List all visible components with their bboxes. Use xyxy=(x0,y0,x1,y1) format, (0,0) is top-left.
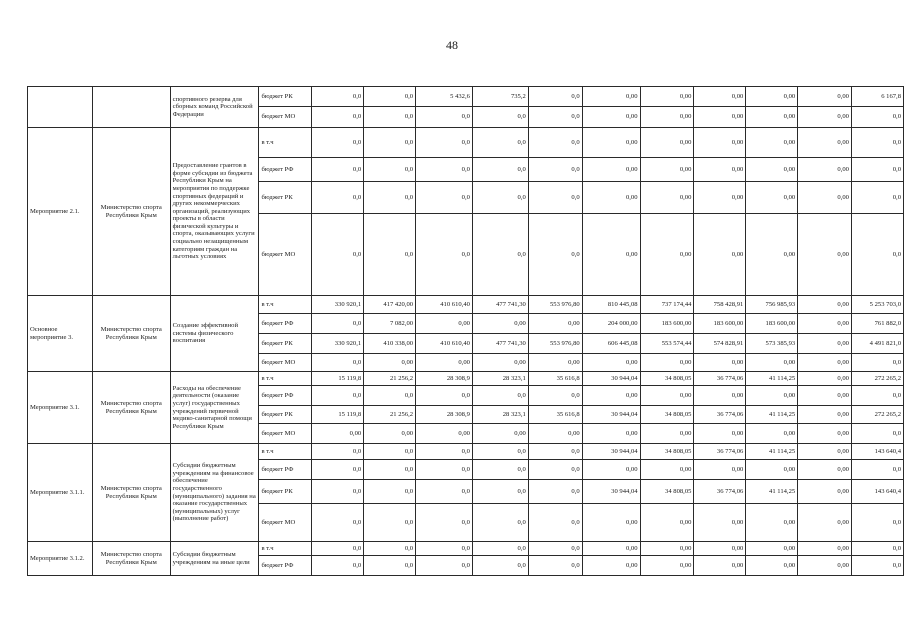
value-cell: 34 808,05 xyxy=(640,406,694,424)
value-cell: 0,0 xyxy=(364,214,416,296)
value-cell: 0,00 xyxy=(640,424,694,444)
value-cell: 0,0 xyxy=(364,386,416,406)
funding-source-cell: бюджет РК xyxy=(259,334,312,354)
value-cell: 21 256,2 xyxy=(364,372,416,386)
value-cell: 36 774,06 xyxy=(694,372,746,386)
funding-source-cell: в т.ч xyxy=(259,372,312,386)
value-cell: 0,00 xyxy=(528,424,582,444)
value-cell: 0,00 xyxy=(416,314,473,334)
funding-source-cell: бюджет РК xyxy=(259,182,312,214)
measure-name-cell: Мероприятие 3.1. xyxy=(28,372,93,444)
value-cell: 0,00 xyxy=(640,182,694,214)
funding-source-cell: бюджет МО xyxy=(259,354,312,372)
value-cell: 0,00 xyxy=(694,214,746,296)
value-cell: 4 491 821,0 xyxy=(851,334,903,354)
value-cell: 0,00 xyxy=(694,542,746,556)
value-cell: 573 385,93 xyxy=(746,334,798,354)
value-cell: 0,00 xyxy=(798,386,852,406)
value-cell: 0,00 xyxy=(640,386,694,406)
value-cell: 7 082,00 xyxy=(364,314,416,334)
measure-name-cell xyxy=(28,87,93,128)
value-cell: 0,00 xyxy=(798,444,852,460)
value-cell: 0,0 xyxy=(364,444,416,460)
value-cell: 0,0 xyxy=(472,542,528,556)
value-cell: 0,00 xyxy=(798,107,852,128)
value-cell: 0,00 xyxy=(746,107,798,128)
value-cell: 410 610,40 xyxy=(416,296,473,314)
value-cell: 30 944,04 xyxy=(582,372,640,386)
executor-cell: Министерство спорта Республики Крым xyxy=(92,296,170,372)
value-cell: 0,0 xyxy=(528,87,582,107)
value-cell: 0,00 xyxy=(798,87,852,107)
value-cell: 272 265,2 xyxy=(851,406,903,424)
value-cell: 0,0 xyxy=(472,182,528,214)
value-cell: 0,00 xyxy=(582,556,640,576)
table-row xyxy=(28,542,904,556)
value-cell: 0,0 xyxy=(312,542,364,556)
funding-source-cell: бюджет РФ xyxy=(259,386,312,406)
description-cell: Субсидии бюджетным учреждениям на финансовое обеспечение государственного (муниципального) задания на оказание государственных (муниципальных) услуг (выполнение работ) xyxy=(170,444,259,542)
funding-source-cell: бюджет РФ xyxy=(259,314,312,334)
value-cell: 0,00 xyxy=(746,504,798,542)
value-cell: 417 420,00 xyxy=(364,296,416,314)
value-cell: 0,0 xyxy=(364,480,416,504)
value-cell: 0,0 xyxy=(528,158,582,182)
value-cell: 0,00 xyxy=(582,158,640,182)
value-cell: 0,00 xyxy=(746,87,798,107)
value-cell: 0,00 xyxy=(746,542,798,556)
value-cell: 0,00 xyxy=(640,460,694,480)
executor-cell: Министерство спорта Республики Крым xyxy=(92,542,170,576)
value-cell: 0,00 xyxy=(472,314,528,334)
value-cell: 0,00 xyxy=(798,504,852,542)
value-cell: 0,0 xyxy=(472,386,528,406)
value-cell: 0,00 xyxy=(798,214,852,296)
value-cell: 28 308,9 xyxy=(416,372,473,386)
value-cell: 0,0 xyxy=(416,480,473,504)
value-cell: 0,0 xyxy=(851,128,903,158)
value-cell: 34 808,05 xyxy=(640,480,694,504)
value-cell: 0,00 xyxy=(582,460,640,480)
executor-cell xyxy=(92,87,170,128)
value-cell: 0,0 xyxy=(851,504,903,542)
value-cell: 0,0 xyxy=(312,128,364,158)
value-cell: 0,00 xyxy=(746,354,798,372)
table-row xyxy=(28,128,904,158)
value-cell: 0,00 xyxy=(582,87,640,107)
value-cell: 0,00 xyxy=(746,460,798,480)
value-cell: 0,00 xyxy=(746,128,798,158)
value-cell: 737 174,44 xyxy=(640,296,694,314)
value-cell: 0,0 xyxy=(364,460,416,480)
value-cell: 810 445,08 xyxy=(582,296,640,314)
funding-source-cell: бюджет РК xyxy=(259,87,312,107)
value-cell: 0,0 xyxy=(528,556,582,576)
value-cell: 0,00 xyxy=(798,542,852,556)
value-cell: 183 600,00 xyxy=(746,314,798,334)
value-cell: 0,00 xyxy=(798,158,852,182)
value-cell: 0,00 xyxy=(746,424,798,444)
value-cell: 0,0 xyxy=(851,556,903,576)
funding-source-cell: в т.ч xyxy=(259,128,312,158)
funding-source-cell: в т.ч xyxy=(259,296,312,314)
value-cell: 0,00 xyxy=(694,556,746,576)
value-cell: 0,00 xyxy=(746,158,798,182)
value-cell: 28 323,1 xyxy=(472,406,528,424)
funding-source-cell: бюджет МО xyxy=(259,504,312,542)
value-cell: 0,0 xyxy=(851,214,903,296)
value-cell: 0,00 xyxy=(640,556,694,576)
value-cell: 0,0 xyxy=(851,460,903,480)
value-cell: 761 882,0 xyxy=(851,314,903,334)
value-cell: 0,00 xyxy=(694,128,746,158)
value-cell: 0,0 xyxy=(528,444,582,460)
value-cell: 143 640,4 xyxy=(851,444,903,460)
value-cell: 41 114,25 xyxy=(746,406,798,424)
value-cell: 0,00 xyxy=(640,87,694,107)
value-cell: 0,0 xyxy=(416,158,473,182)
description-cell: спортивного резерва для сборных команд Российской Федерации xyxy=(170,87,259,128)
value-cell: 34 808,05 xyxy=(640,372,694,386)
value-cell: 0,0 xyxy=(528,460,582,480)
value-cell: 606 445,08 xyxy=(582,334,640,354)
value-cell: 0,00 xyxy=(694,386,746,406)
funding-source-cell: бюджет МО xyxy=(259,214,312,296)
value-cell: 553 976,80 xyxy=(528,334,582,354)
value-cell: 0,00 xyxy=(582,504,640,542)
value-cell: 0,00 xyxy=(746,386,798,406)
value-cell: 0,0 xyxy=(312,504,364,542)
value-cell: 21 256,2 xyxy=(364,406,416,424)
value-cell: 0,00 xyxy=(746,214,798,296)
value-cell: 0,0 xyxy=(416,214,473,296)
value-cell: 553 574,44 xyxy=(640,334,694,354)
value-cell: 0,0 xyxy=(472,158,528,182)
value-cell: 0,0 xyxy=(364,182,416,214)
value-cell: 0,00 xyxy=(582,107,640,128)
funding-source-cell: бюджет РФ xyxy=(259,460,312,480)
value-cell: 5 253 703,0 xyxy=(851,296,903,314)
value-cell: 34 808,05 xyxy=(640,444,694,460)
executor-cell: Министерство спорта Республики Крым xyxy=(92,128,170,296)
value-cell: 36 774,06 xyxy=(694,480,746,504)
value-cell: 30 944,04 xyxy=(582,480,640,504)
value-cell: 0,00 xyxy=(640,107,694,128)
value-cell: 0,00 xyxy=(694,460,746,480)
value-cell: 0,00 xyxy=(582,386,640,406)
funding-source-cell: бюджет МО xyxy=(259,424,312,444)
value-cell: 0,0 xyxy=(851,386,903,406)
value-cell: 0,0 xyxy=(528,542,582,556)
value-cell: 0,00 xyxy=(798,556,852,576)
value-cell: 0,00 xyxy=(640,504,694,542)
value-cell: 0,0 xyxy=(312,158,364,182)
value-cell: 0,00 xyxy=(582,542,640,556)
funding-source-cell: бюджет МО xyxy=(259,107,312,128)
value-cell: 143 640,4 xyxy=(851,480,903,504)
value-cell: 35 616,8 xyxy=(528,372,582,386)
value-cell: 0,00 xyxy=(798,406,852,424)
value-cell: 0,0 xyxy=(851,158,903,182)
value-cell: 0,00 xyxy=(640,128,694,158)
value-cell: 0,0 xyxy=(312,386,364,406)
value-cell: 0,0 xyxy=(416,504,473,542)
value-cell: 0,0 xyxy=(472,214,528,296)
value-cell: 0,00 xyxy=(582,214,640,296)
value-cell: 0,00 xyxy=(798,182,852,214)
value-cell: 0,0 xyxy=(851,542,903,556)
value-cell: 6 167,8 xyxy=(851,87,903,107)
value-cell: 477 741,30 xyxy=(472,296,528,314)
value-cell: 35 616,8 xyxy=(528,406,582,424)
value-cell: 0,0 xyxy=(364,504,416,542)
value-cell: 30 944,04 xyxy=(582,406,640,424)
value-cell: 0,0 xyxy=(472,460,528,480)
value-cell: 0,00 xyxy=(798,354,852,372)
value-cell: 0,00 xyxy=(640,214,694,296)
value-cell: 183 600,00 xyxy=(694,314,746,334)
table-row xyxy=(28,372,904,386)
funding-source-cell: бюджет РК xyxy=(259,406,312,424)
measure-name-cell: Основное мероприятие 3. xyxy=(28,296,93,372)
funding-source-cell: в т.ч xyxy=(259,444,312,460)
value-cell: 0,00 xyxy=(746,556,798,576)
value-cell: 0,00 xyxy=(694,424,746,444)
value-cell: 0,00 xyxy=(798,460,852,480)
value-cell: 0,00 xyxy=(798,314,852,334)
value-cell: 0,0 xyxy=(472,444,528,460)
value-cell: 0,0 xyxy=(472,107,528,128)
value-cell: 0,0 xyxy=(472,128,528,158)
value-cell: 41 114,25 xyxy=(746,372,798,386)
description-cell: Субсидии бюджетным учреждениям на иные цели xyxy=(170,542,259,576)
measure-name-cell: Мероприятие 2.1. xyxy=(28,128,93,296)
value-cell: 0,00 xyxy=(694,87,746,107)
value-cell: 0,00 xyxy=(528,354,582,372)
value-cell: 0,0 xyxy=(416,107,473,128)
value-cell: 36 774,06 xyxy=(694,406,746,424)
value-cell: 0,00 xyxy=(640,158,694,182)
value-cell: 0,0 xyxy=(364,128,416,158)
value-cell: 330 920,1 xyxy=(312,296,364,314)
value-cell: 0,0 xyxy=(364,87,416,107)
value-cell: 0,0 xyxy=(312,556,364,576)
value-cell: 15 119,8 xyxy=(312,372,364,386)
value-cell: 28 308,9 xyxy=(416,406,473,424)
value-cell: 0,00 xyxy=(582,128,640,158)
value-cell: 0,00 xyxy=(472,354,528,372)
value-cell: 0,0 xyxy=(528,128,582,158)
budget-table xyxy=(27,86,904,576)
value-cell: 0,0 xyxy=(851,354,903,372)
measure-name-cell: Мероприятие 3.1.1. xyxy=(28,444,93,542)
value-cell: 41 114,25 xyxy=(746,480,798,504)
value-cell: 0,0 xyxy=(528,214,582,296)
value-cell: 0,0 xyxy=(312,354,364,372)
value-cell: 183 600,00 xyxy=(640,314,694,334)
value-cell: 5 432,6 xyxy=(416,87,473,107)
value-cell: 0,00 xyxy=(416,354,473,372)
value-cell: 735,2 xyxy=(472,87,528,107)
measure-name-cell: Мероприятие 3.1.2. xyxy=(28,542,93,576)
value-cell: 272 265,2 xyxy=(851,372,903,386)
value-cell: 0,00 xyxy=(694,107,746,128)
value-cell: 0,0 xyxy=(528,386,582,406)
value-cell: 0,0 xyxy=(364,107,416,128)
value-cell: 410 610,40 xyxy=(416,334,473,354)
description-cell: Создание эффективной системы физического воспитания xyxy=(170,296,259,372)
executor-cell: Министерство спорта Республики Крым xyxy=(92,444,170,542)
value-cell: 0,0 xyxy=(472,556,528,576)
value-cell: 36 774,06 xyxy=(694,444,746,460)
funding-source-cell: бюджет РФ xyxy=(259,556,312,576)
value-cell: 0,00 xyxy=(694,182,746,214)
funding-source-cell: бюджет РК xyxy=(259,480,312,504)
value-cell: 0,00 xyxy=(694,504,746,542)
value-cell: 0,0 xyxy=(312,480,364,504)
funding-source-cell: бюджет РФ xyxy=(259,158,312,182)
value-cell: 0,0 xyxy=(851,424,903,444)
value-cell: 30 944,04 xyxy=(582,444,640,460)
description-cell: Предоставление грантов в форме субсидии из бюджета Республики Крым на мероприятия по поддержке спортивных федераций и других некоммерческих организаций, реализующих проекты в области физической культуры и спорта, оказывающих услуги социально незащищенным категориям граждан на льготных условиях xyxy=(170,128,259,296)
value-cell: 477 741,30 xyxy=(472,334,528,354)
value-cell: 0,0 xyxy=(416,556,473,576)
value-cell: 204 000,00 xyxy=(582,314,640,334)
funding-source-cell: в т.ч xyxy=(259,542,312,556)
value-cell: 0,00 xyxy=(640,354,694,372)
value-cell: 0,00 xyxy=(746,182,798,214)
executor-cell: Министерство спорта Республики Крым xyxy=(92,372,170,444)
value-cell: 0,0 xyxy=(528,480,582,504)
value-cell: 0,0 xyxy=(528,182,582,214)
value-cell: 0,0 xyxy=(528,107,582,128)
value-cell: 756 985,93 xyxy=(746,296,798,314)
value-cell: 0,00 xyxy=(640,542,694,556)
value-cell: 0,00 xyxy=(582,424,640,444)
value-cell: 0,00 xyxy=(528,314,582,334)
value-cell: 0,00 xyxy=(798,424,852,444)
value-cell: 0,0 xyxy=(851,107,903,128)
value-cell: 0,0 xyxy=(364,556,416,576)
value-cell: 15 119,8 xyxy=(312,406,364,424)
value-cell: 553 976,80 xyxy=(528,296,582,314)
page-number: 48 xyxy=(446,38,458,52)
value-cell: 0,0 xyxy=(416,182,473,214)
value-cell: 0,0 xyxy=(312,182,364,214)
value-cell: 0,00 xyxy=(472,424,528,444)
value-cell: 0,0 xyxy=(472,504,528,542)
value-cell: 0,0 xyxy=(312,214,364,296)
table-row xyxy=(28,444,904,460)
value-cell: 0,00 xyxy=(364,424,416,444)
value-cell: 0,0 xyxy=(312,87,364,107)
value-cell: 0,0 xyxy=(364,542,416,556)
value-cell: 0,00 xyxy=(798,334,852,354)
value-cell: 0,0 xyxy=(416,128,473,158)
value-cell: 0,00 xyxy=(694,354,746,372)
value-cell: 0,0 xyxy=(364,158,416,182)
value-cell: 0,00 xyxy=(798,128,852,158)
value-cell: 0,00 xyxy=(798,296,852,314)
value-cell: 0,00 xyxy=(582,354,640,372)
table-row xyxy=(28,296,904,314)
value-cell: 0,00 xyxy=(798,372,852,386)
value-cell: 0,0 xyxy=(528,504,582,542)
description-cell: Расходы на обеспечение деятельности (оказание услуг) государственных учреждений первичной медико-санитарной помощи Республики Крым xyxy=(170,372,259,444)
value-cell: 0,0 xyxy=(416,386,473,406)
value-cell: 41 114,25 xyxy=(746,444,798,460)
value-cell: 28 323,1 xyxy=(472,372,528,386)
value-cell: 0,00 xyxy=(312,424,364,444)
table-row xyxy=(28,87,904,107)
value-cell: 410 338,00 xyxy=(364,334,416,354)
value-cell: 0,0 xyxy=(312,460,364,480)
value-cell: 0,0 xyxy=(416,542,473,556)
value-cell: 330 920,1 xyxy=(312,334,364,354)
value-cell: 0,0 xyxy=(312,444,364,460)
value-cell: 0,0 xyxy=(416,460,473,480)
value-cell: 0,0 xyxy=(851,182,903,214)
value-cell: 0,00 xyxy=(582,182,640,214)
value-cell: 0,00 xyxy=(416,424,473,444)
value-cell: 758 428,91 xyxy=(694,296,746,314)
value-cell: 0,00 xyxy=(798,480,852,504)
value-cell: 0,0 xyxy=(472,480,528,504)
value-cell: 0,0 xyxy=(312,107,364,128)
value-cell: 0,0 xyxy=(416,444,473,460)
value-cell: 0,00 xyxy=(364,354,416,372)
value-cell: 0,0 xyxy=(312,314,364,334)
value-cell: 574 828,91 xyxy=(694,334,746,354)
value-cell: 0,00 xyxy=(694,158,746,182)
